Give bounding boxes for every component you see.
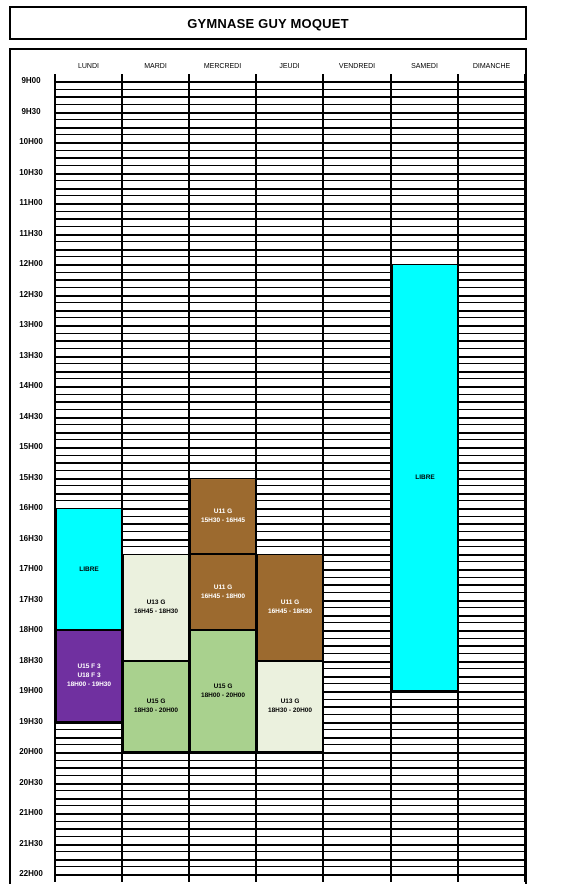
time-label: 16H30 <box>19 533 43 543</box>
event-label: 16H45 - 18H30 <box>267 608 313 616</box>
day-header-dimanche: DIMANCHE <box>472 63 511 70</box>
time-label: 17H00 <box>19 564 43 573</box>
event-label: U11 G <box>280 599 300 607</box>
time-label: 20H00 <box>19 747 43 756</box>
event-block-jeudi-u13g[interactable] <box>257 661 323 753</box>
grid-line <box>55 813 525 815</box>
time-label: 20H30 <box>19 777 43 787</box>
grid-line <box>55 844 525 846</box>
time-label: 13H00 <box>19 320 43 329</box>
grid-line <box>55 157 525 159</box>
event-block-mercredi-u11g-a[interactable] <box>190 478 256 554</box>
grid-line <box>55 180 525 181</box>
time-label: 11H00 <box>19 198 43 207</box>
event-block-mardi-u15g[interactable] <box>123 661 189 753</box>
time-label: 18H30 <box>19 655 43 665</box>
grid-line <box>55 851 525 852</box>
grid-line <box>55 767 525 769</box>
column-divider <box>322 74 324 882</box>
time-label: 17H30 <box>19 594 43 604</box>
event-label: U15 G <box>146 698 166 706</box>
day-header-jeudi: JEUDI <box>279 63 300 70</box>
grid-line <box>55 828 525 830</box>
grid-line <box>55 218 525 220</box>
grid-line <box>55 112 525 114</box>
event-label: 16H45 - 18H00 <box>200 592 246 600</box>
time-label: 15H30 <box>19 472 43 482</box>
column-divider <box>54 74 56 882</box>
time-label: 19H30 <box>19 716 43 726</box>
grid-line <box>55 859 525 861</box>
grid-line <box>55 798 525 800</box>
grid-line <box>55 256 525 257</box>
event-block-lundi-libre[interactable] <box>56 508 122 630</box>
grid-line <box>55 821 525 822</box>
grid-line <box>55 790 525 791</box>
grid-line <box>55 165 525 166</box>
schedule-title-box <box>9 6 527 40</box>
event-block-lundi-u15f3[interactable] <box>56 630 122 722</box>
grid-line <box>55 783 525 785</box>
event-label: U15 G <box>213 683 233 690</box>
time-label: 19H00 <box>19 686 43 695</box>
grid-line <box>55 226 525 227</box>
day-header-samedi: SAMEDI <box>411 63 438 70</box>
page-title: GYMNASE GUY MOQUET <box>187 15 349 31</box>
time-label: 10H30 <box>19 167 43 177</box>
grid-line <box>55 211 525 212</box>
grid-line <box>55 173 525 175</box>
event-label: 18H30 - 20H00 <box>133 707 179 715</box>
grid-line <box>55 874 525 876</box>
event-label: 18H00 - 20H00 <box>200 692 246 699</box>
grid-line <box>55 127 525 129</box>
event-label: U15 F 3 <box>77 663 101 671</box>
grid-line <box>55 775 525 776</box>
time-label: 9H00 <box>21 76 41 85</box>
time-label: 11H30 <box>19 228 43 238</box>
time-label: 14H30 <box>19 411 43 421</box>
event-label: 18H30 - 20H00 <box>267 707 313 715</box>
time-label: 18H00 <box>19 625 43 634</box>
time-label: 14H00 <box>19 381 43 390</box>
grid-line <box>55 203 525 205</box>
event-block-jeudi-u11g[interactable] <box>257 554 323 661</box>
grid-line <box>55 234 525 236</box>
event-label: 15H30 - 16H45 <box>200 516 246 524</box>
grid-line <box>55 89 525 90</box>
time-label: 10H00 <box>19 137 43 146</box>
grid-line <box>55 836 525 837</box>
event-label: 18H00 - 19H30 <box>66 681 112 689</box>
grid-line <box>55 150 525 151</box>
event-block-mercredi-u11g-b[interactable] <box>190 554 256 630</box>
grid-line <box>55 866 525 867</box>
event-block-samedi-libre[interactable] <box>392 264 458 691</box>
time-label: 21H30 <box>19 838 43 848</box>
time-label: 22H00 <box>19 869 43 878</box>
grid-line <box>55 805 525 806</box>
column-divider <box>524 74 526 882</box>
grid-line <box>55 104 525 105</box>
grid-line <box>55 96 525 98</box>
grid-line <box>55 142 525 144</box>
event-label: U18 F 3 <box>77 672 101 680</box>
time-label: 12H30 <box>19 289 43 299</box>
event-label: U13 G <box>280 698 300 706</box>
time-label: 12H00 <box>19 259 43 268</box>
day-header-mardi: MARDI <box>144 63 167 70</box>
grid-line <box>55 134 525 135</box>
day-header-lundi: LUNDI <box>77 63 99 70</box>
event-label: U11 G <box>213 583 233 591</box>
column-divider <box>121 74 123 882</box>
event-label: 16H45 - 18H30 <box>133 608 179 616</box>
event-label: U11 G <box>213 507 233 515</box>
event-label: LIBRE <box>415 474 435 481</box>
time-label: 16H00 <box>19 503 43 512</box>
event-block-mercredi-u15g[interactable] <box>190 630 256 752</box>
grid-line <box>55 119 525 120</box>
time-label: 9H30 <box>21 106 41 116</box>
day-header-vendredi: VENDREDI <box>338 63 376 70</box>
grid-line <box>55 249 525 251</box>
grid-line <box>55 241 525 242</box>
grid-line <box>55 81 525 83</box>
grid-line <box>55 752 525 754</box>
time-label: 13H30 <box>19 350 43 360</box>
event-label: LIBRE <box>79 565 99 573</box>
event-label: U13 G <box>146 599 166 607</box>
grid-line <box>55 195 525 196</box>
grid-line <box>55 188 525 190</box>
time-label: 15H00 <box>19 442 43 451</box>
day-header-mercredi: MERCREDI <box>203 63 242 70</box>
grid-line <box>55 760 525 761</box>
event-block-mardi-u13g[interactable] <box>123 554 189 661</box>
time-label: 21H00 <box>19 808 43 817</box>
